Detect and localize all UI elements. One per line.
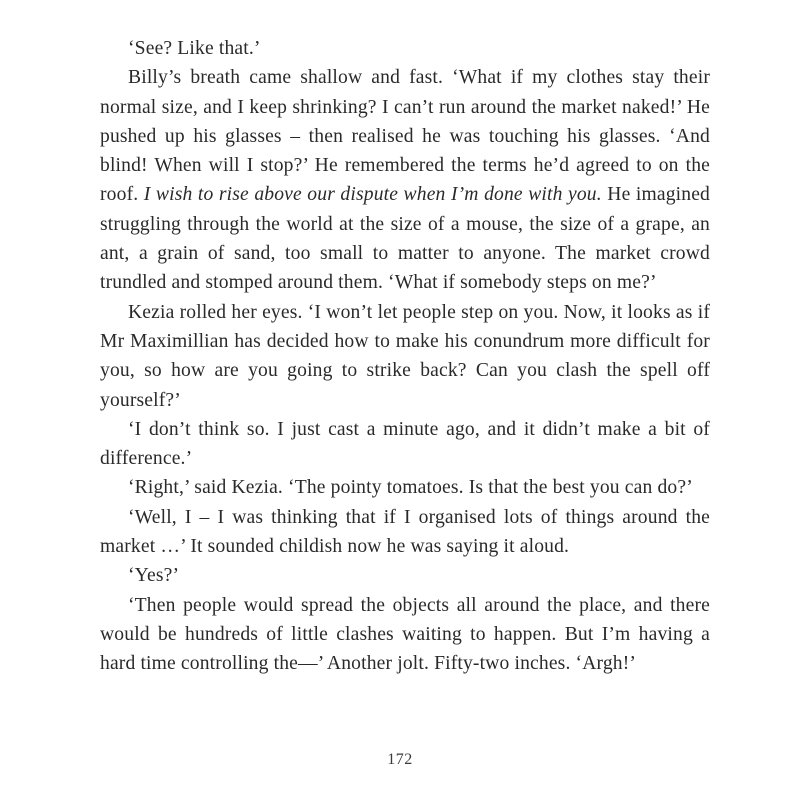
paragraph-4: ‘I don’t think so. I just cast a minute ago, and it didn’t make a bit of difference.’ (100, 418, 710, 470)
paragraph-2-start: Billy’s breath came shallow and fast. ‘What if my clothes stay their normal size, and I keep shrinking? I can’t run around the market naked!’ He pushed up his glasses – then realised he was touching his glasses. ‘And blind! When will I stop?’ He remembered the terms he’d agreed to on the roof. (100, 67, 710, 206)
paragraph-8: ‘Then people would spread the objects all around the place, and there would be hundreds of little clashes waiting to happen. But I’m having a hard time controlling the—’ Another jolt. Fifty-two inches. ‘Argh!’ (100, 594, 710, 675)
paragraph-2 (100, 63, 710, 297)
paragraph-3: Kezia rolled her eyes. ‘I won’t let people step on you. Now, it looks as if Mr Maximillian has decided how to make his conundrum more difficult for you, so how are you going to strike back? Can you clash the spell off yourself?’ (100, 301, 710, 411)
body-text (100, 34, 710, 679)
paragraph-7: ‘Yes?’ (128, 565, 180, 587)
page-number: 172 (387, 751, 413, 768)
paragraph-5: ‘Right,’ said Kezia. ‘The pointy tomatoes. Is that the best you can do?’ (128, 477, 693, 499)
paragraph-1: ‘See? Like that.’ (128, 38, 261, 59)
paragraph-2-end: He imagined struggling through the world at the size of a mouse, the size of a grape, an ant, a grain of sand, too small to matter to anyone. The market crowd trundled and stomped around them. ‘What if somebody steps on me?’ (100, 184, 710, 294)
paragraph-6: ‘Well, I – I was thinking that if I organised lots of things around the market …’ It sounded childish now he was saying it aloud. (100, 506, 710, 558)
paragraph-2-italic: I wish to rise above our dispute when I’m done with you. (143, 184, 602, 206)
